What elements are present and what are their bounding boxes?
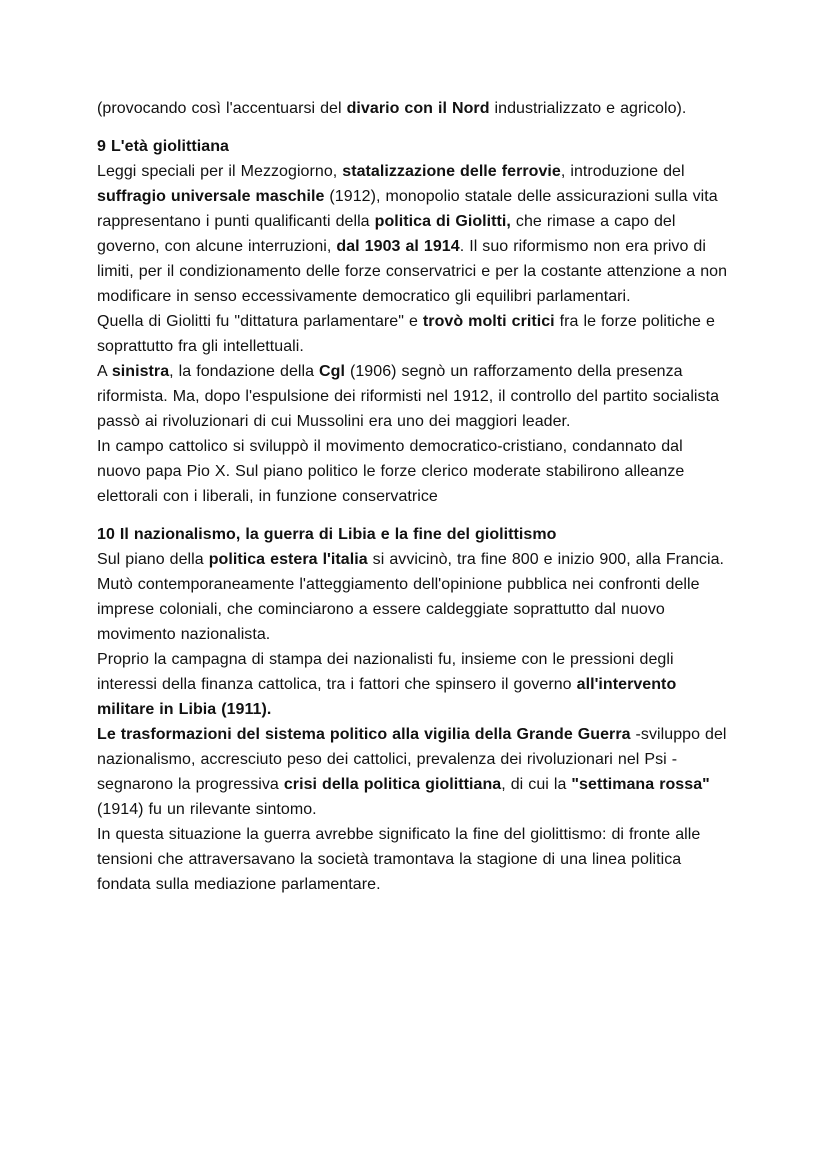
paragraph <box>97 359 730 434</box>
text-run-bold: Cgl <box>319 363 345 380</box>
section-heading <box>97 134 730 159</box>
text-run: Sul piano della <box>97 551 209 568</box>
paragraph <box>97 547 730 572</box>
text-run: -sviluppo del nazionalismo, accresciuto peso dei cattolici, prevalenza dei rivoluzionari nel Psi - segnarono la progressiva <box>97 726 727 793</box>
text-run-bold: 9 L'età giolittiana <box>97 138 229 155</box>
paragraph <box>97 822 730 897</box>
text-run: (1912), monopolio statale delle assicurazioni sulla vita rappresentano i punti qualificanti della <box>97 188 718 230</box>
text-run-bold: "settimana rossa" <box>571 776 710 793</box>
text-run: Quella di Giolitti fu "dittatura parlamentare" e <box>97 313 423 330</box>
text-run: (1906) segnò un rafforzamento della presenza riformista. Ma, dopo l'espulsione dei riformisti nel 1912, il controllo del partito socialista passò ai rivoluzionari di cui Mussolini era uno dei maggiori leader. <box>97 363 720 430</box>
paragraph <box>97 647 730 722</box>
text-run-bold: politica estera l'italia <box>208 551 368 568</box>
text-run: In questa situazione la guerra avrebbe significato la fine del giolittismo: di fronte alle tensioni che attraversavano la società tramontava la stagione di una linea politica fondata sulla mediazione parlamentare. <box>97 826 701 893</box>
text-run-bold: statalizzazione delle ferrovie <box>342 163 561 180</box>
text-run-bold: 10 Il nazionalismo, la guerra di Libia e la fine del giolittismo <box>97 526 557 543</box>
paragraph <box>97 722 730 822</box>
text-run: , introduzione del <box>560 163 685 180</box>
text-run-bold: all'intervento militare in Libia (1911). <box>97 676 677 718</box>
text-run: In campo cattolico si sviluppò il movimento democratico-cristiano, condannato dal nuovo papa Pio X. Sul piano politico le forze clerico moderate stabilirono alleanze elettorali con i liberali, in funzione conservatrice <box>97 438 685 505</box>
text-run-bold: sinistra <box>111 363 170 380</box>
text-run: (provocando così l'accentuarsi del <box>97 100 347 117</box>
text-run-bold: suffragio universale maschile <box>97 188 325 205</box>
text-run-bold: crisi della politica giolittiana <box>283 776 502 793</box>
text-run: fra le forze politiche e soprattutto fra gli intellettuali. <box>97 313 715 355</box>
paragraph <box>97 159 730 309</box>
text-run: che rimase a capo del governo, con alcune interruzioni, <box>97 213 676 255</box>
paragraph <box>97 572 730 647</box>
text-run: A <box>97 363 112 380</box>
text-run: Mutò contemporaneamente l'atteggiamento dell'opinione pubblica nei confronti delle imprese coloniali, che cominciarono a essere caldeggiate soprattutto dal nuovo movimento nazionalista. <box>97 576 700 643</box>
text-run-bold: dal 1903 al 1914 <box>336 238 460 255</box>
paragraph <box>97 96 730 121</box>
paragraph <box>97 434 730 509</box>
section-heading <box>97 522 730 547</box>
text-run: si avvicinò, tra fine 800 e inizio 900, alla Francia. <box>367 551 725 568</box>
paragraph <box>97 309 730 359</box>
text-run: (1914) fu un rilevante sintomo. <box>97 801 317 818</box>
text-run: , la fondazione della <box>169 363 320 380</box>
text-run: Proprio la campagna di stampa dei nazionalisti fu, insieme con le pressioni degli interessi della finanza cattolica, tra i fattori che spinsero il governo <box>97 651 674 693</box>
text-run-bold: politica di Giolitti, <box>374 213 511 230</box>
text-run: Leggi speciali per il Mezzogiorno, <box>97 163 343 180</box>
text-run: . Il suo riformismo non era privo di limiti, per il condizionamento delle forze conservatrici e per la costante attenzione a non modificare in senso eccessivamente democratico gli equilibri parlamentari. <box>97 238 728 305</box>
document-content <box>97 96 730 897</box>
text-run-bold: trovò molti critici <box>422 313 555 330</box>
text-run: industrializzato e agricolo). <box>489 100 687 117</box>
text-run-bold: Le trasformazioni del sistema politico alla vigilia della Grande Guerra <box>97 726 631 743</box>
text-run: , di cui la <box>501 776 572 793</box>
text-run-bold: divario con il Nord <box>346 100 490 117</box>
